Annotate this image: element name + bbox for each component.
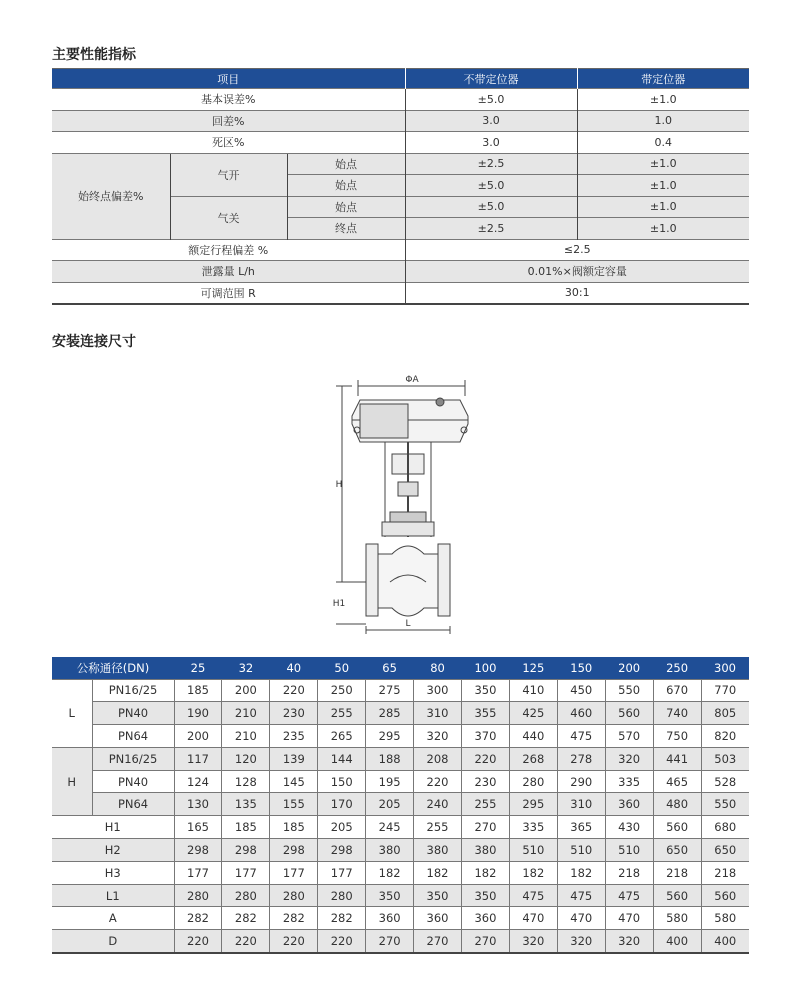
pressure-label: PN64 bbox=[92, 793, 174, 816]
cell-value: 235 bbox=[270, 725, 318, 748]
cell-value: 144 bbox=[318, 747, 366, 770]
cell-value: 255 bbox=[414, 816, 462, 839]
cell-value: 218 bbox=[653, 861, 701, 884]
header-dn-value: 125 bbox=[509, 657, 557, 679]
cell-value: 300 bbox=[414, 679, 462, 702]
cell-value: 528 bbox=[701, 770, 749, 793]
row-label: H3 bbox=[52, 861, 174, 884]
cell-value: 200 bbox=[174, 725, 222, 748]
table-header-row bbox=[52, 69, 749, 89]
cell-value: 205 bbox=[366, 793, 414, 816]
cell-value: ≤2.5 bbox=[405, 239, 749, 261]
table-row bbox=[52, 239, 749, 261]
cell-value: 182 bbox=[557, 861, 605, 884]
cell-value: 820 bbox=[701, 725, 749, 748]
cell-value: 3.0 bbox=[405, 110, 577, 132]
cell-value: 360 bbox=[605, 793, 653, 816]
table-row bbox=[52, 153, 749, 175]
cell-value: 670 bbox=[653, 679, 701, 702]
dim-label-phi-a: ΦA bbox=[405, 375, 419, 385]
cell-value: 465 bbox=[653, 770, 701, 793]
cell-value: 298 bbox=[318, 839, 366, 862]
performance-table bbox=[52, 68, 749, 305]
cell-value: 220 bbox=[270, 930, 318, 953]
cell-value: 280 bbox=[509, 770, 557, 793]
cell-value: 255 bbox=[318, 702, 366, 725]
row-label: D bbox=[52, 930, 174, 953]
cell-value: 139 bbox=[270, 747, 318, 770]
cell-value: 150 bbox=[318, 770, 366, 793]
cell-value: 475 bbox=[509, 884, 557, 907]
cell-value: 298 bbox=[174, 839, 222, 862]
cell-value: 0.01%×阀额定容量 bbox=[405, 261, 749, 283]
cell-value: 360 bbox=[414, 907, 462, 930]
cell-value: 470 bbox=[605, 907, 653, 930]
cell-value: 740 bbox=[653, 702, 701, 725]
cell-value: 560 bbox=[701, 884, 749, 907]
table-row bbox=[52, 770, 749, 793]
pressure-label: PN16/25 bbox=[92, 679, 174, 702]
cell-value: 475 bbox=[557, 725, 605, 748]
cell-value: 510 bbox=[605, 839, 653, 862]
cell-value: 155 bbox=[270, 793, 318, 816]
cell-value: 278 bbox=[557, 747, 605, 770]
cell-value: 185 bbox=[174, 679, 222, 702]
cell-value: 220 bbox=[270, 679, 318, 702]
cell-value: 280 bbox=[174, 884, 222, 907]
row-label: L1 bbox=[52, 884, 174, 907]
point-label: 终点 bbox=[287, 218, 405, 240]
cell-value: 130 bbox=[174, 793, 222, 816]
cell-value: 210 bbox=[222, 725, 270, 748]
cell-value: 200 bbox=[222, 679, 270, 702]
cell-value: 560 bbox=[653, 884, 701, 907]
cell-value: 268 bbox=[509, 747, 557, 770]
cell-value: 124 bbox=[174, 770, 222, 793]
cell-value: 290 bbox=[557, 770, 605, 793]
cell-value: 195 bbox=[366, 770, 414, 793]
cell-value: 430 bbox=[605, 816, 653, 839]
cell-value: 650 bbox=[653, 839, 701, 862]
table-row bbox=[52, 725, 749, 748]
cell-value: 580 bbox=[653, 907, 701, 930]
cell-value: 295 bbox=[366, 725, 414, 748]
table-row bbox=[52, 679, 749, 702]
header-dn-value: 100 bbox=[461, 657, 509, 679]
header-dn-value: 50 bbox=[318, 657, 366, 679]
cell-value: 280 bbox=[222, 884, 270, 907]
cell-value: 0.4 bbox=[577, 132, 749, 154]
header-dn-value: 80 bbox=[414, 657, 462, 679]
cell-value: 550 bbox=[701, 793, 749, 816]
pressure-label: PN40 bbox=[92, 702, 174, 725]
table-row bbox=[52, 132, 749, 154]
dim-label-l: L bbox=[405, 619, 411, 629]
table-row bbox=[52, 110, 749, 132]
table-row bbox=[52, 861, 749, 884]
cell-value: 210 bbox=[222, 702, 270, 725]
cell-value: ±5.0 bbox=[405, 196, 577, 218]
cell-value: 270 bbox=[461, 816, 509, 839]
table-row bbox=[52, 747, 749, 770]
cell-value: 30:1 bbox=[405, 282, 749, 304]
cell-value: 177 bbox=[222, 861, 270, 884]
section-title-performance: 主要性能指标 bbox=[52, 47, 136, 63]
cell-value: ±5.0 bbox=[405, 89, 577, 111]
cell-value: ±1.0 bbox=[577, 218, 749, 240]
cell-value: 282 bbox=[174, 907, 222, 930]
header-dn-value: 32 bbox=[222, 657, 270, 679]
row-label: 始终点偏差% bbox=[52, 153, 170, 239]
pressure-label: PN16/25 bbox=[92, 747, 174, 770]
cell-value: ±1.0 bbox=[577, 89, 749, 111]
cell-value: 120 bbox=[222, 747, 270, 770]
point-label: 始点 bbox=[287, 153, 405, 175]
cell-value: 280 bbox=[318, 884, 366, 907]
cell-value: 320 bbox=[414, 725, 462, 748]
cell-value: 270 bbox=[366, 930, 414, 953]
cell-value: 177 bbox=[270, 861, 318, 884]
cell-value: 182 bbox=[366, 861, 414, 884]
cell-value: 335 bbox=[509, 816, 557, 839]
cell-value: 170 bbox=[318, 793, 366, 816]
table-row bbox=[52, 702, 749, 725]
table-row bbox=[52, 89, 749, 111]
cell-value: 255 bbox=[461, 793, 509, 816]
valve-drawing bbox=[330, 372, 480, 634]
cell-value: 320 bbox=[605, 930, 653, 953]
cell-value: ±1.0 bbox=[577, 153, 749, 175]
header-dn-value: 40 bbox=[270, 657, 318, 679]
cell-value: 355 bbox=[461, 702, 509, 725]
header-dn-value: 150 bbox=[557, 657, 605, 679]
cell-value: 230 bbox=[270, 702, 318, 725]
cell-value: 190 bbox=[174, 702, 222, 725]
row-label: H2 bbox=[52, 839, 174, 862]
cell-value: 285 bbox=[366, 702, 414, 725]
header-with-positioner: 带定位器 bbox=[577, 69, 749, 89]
cell-value: 250 bbox=[318, 679, 366, 702]
cell-value: ±1.0 bbox=[577, 196, 749, 218]
cell-value: 182 bbox=[414, 861, 462, 884]
cell-value: 450 bbox=[557, 679, 605, 702]
cell-value: 310 bbox=[414, 702, 462, 725]
cell-value: 440 bbox=[509, 725, 557, 748]
cell-value: 560 bbox=[605, 702, 653, 725]
cell-value: 380 bbox=[366, 839, 414, 862]
cell-value: 220 bbox=[174, 930, 222, 953]
group-label: L bbox=[52, 679, 92, 747]
cell-value: 240 bbox=[414, 793, 462, 816]
cell-value: 177 bbox=[174, 861, 222, 884]
cell-value: ±1.0 bbox=[577, 175, 749, 197]
cell-value: 650 bbox=[701, 839, 749, 862]
table-row bbox=[52, 282, 749, 304]
cell-value: 245 bbox=[366, 816, 414, 839]
cell-value: 282 bbox=[222, 907, 270, 930]
cell-value: 145 bbox=[270, 770, 318, 793]
cell-value: ±2.5 bbox=[405, 218, 577, 240]
cell-value: 365 bbox=[557, 816, 605, 839]
cell-value: 275 bbox=[366, 679, 414, 702]
cell-value: 370 bbox=[461, 725, 509, 748]
cell-value: 230 bbox=[461, 770, 509, 793]
cell-value: 360 bbox=[461, 907, 509, 930]
table-row bbox=[52, 907, 749, 930]
cell-value: 218 bbox=[605, 861, 653, 884]
cell-value: 680 bbox=[701, 816, 749, 839]
cell-value: 270 bbox=[461, 930, 509, 953]
cell-value: 218 bbox=[701, 861, 749, 884]
cell-value: 188 bbox=[366, 747, 414, 770]
cell-value: 265 bbox=[318, 725, 366, 748]
row-label: H1 bbox=[52, 816, 174, 839]
cell-value: 117 bbox=[174, 747, 222, 770]
cell-value: 182 bbox=[509, 861, 557, 884]
cell-value: 580 bbox=[701, 907, 749, 930]
cell-value: 185 bbox=[222, 816, 270, 839]
cell-value: ±2.5 bbox=[405, 153, 577, 175]
dim-label-h1: H1 bbox=[332, 599, 346, 609]
cell-value: 460 bbox=[557, 702, 605, 725]
cell-value: 320 bbox=[605, 747, 653, 770]
cell-value: 335 bbox=[605, 770, 653, 793]
cell-value: 282 bbox=[318, 907, 366, 930]
cell-value: 270 bbox=[414, 930, 462, 953]
cell-value: 3.0 bbox=[405, 132, 577, 154]
table-row bbox=[52, 793, 749, 816]
row-label: A bbox=[52, 907, 174, 930]
cell-value: 220 bbox=[222, 930, 270, 953]
cell-value: 470 bbox=[557, 907, 605, 930]
cell-value: 380 bbox=[461, 839, 509, 862]
point-label: 始点 bbox=[287, 196, 405, 218]
cell-value: 441 bbox=[653, 747, 701, 770]
table-row bbox=[52, 839, 749, 862]
cell-value: 135 bbox=[222, 793, 270, 816]
cell-value: 425 bbox=[509, 702, 557, 725]
row-label: 基本误差% bbox=[52, 89, 405, 111]
section-title-dimensions: 安装连接尺寸 bbox=[52, 334, 136, 350]
table-header-row bbox=[52, 657, 749, 679]
cell-value: 220 bbox=[461, 747, 509, 770]
cell-value: 350 bbox=[461, 884, 509, 907]
cell-value: 295 bbox=[509, 793, 557, 816]
cell-value: ±5.0 bbox=[405, 175, 577, 197]
row-label: 泄露量 L/h bbox=[52, 261, 405, 283]
cell-value: 350 bbox=[366, 884, 414, 907]
dim-label-h: H bbox=[335, 480, 343, 490]
header-item: 项目 bbox=[52, 69, 405, 89]
cell-value: 475 bbox=[605, 884, 653, 907]
header-no-positioner: 不带定位器 bbox=[405, 69, 577, 89]
row-label: 死区% bbox=[52, 132, 405, 154]
cell-value: 550 bbox=[605, 679, 653, 702]
cell-value: 470 bbox=[509, 907, 557, 930]
cell-value: 182 bbox=[461, 861, 509, 884]
cell-value: 220 bbox=[414, 770, 462, 793]
row-label: 额定行程偏差 % bbox=[52, 239, 405, 261]
cell-value: 400 bbox=[653, 930, 701, 953]
sub-label-air-close: 气关 bbox=[170, 196, 287, 239]
cell-value: 298 bbox=[270, 839, 318, 862]
row-label: 回差% bbox=[52, 110, 405, 132]
header-dn-value: 200 bbox=[605, 657, 653, 679]
cell-value: 510 bbox=[509, 839, 557, 862]
cell-value: 310 bbox=[557, 793, 605, 816]
cell-value: 400 bbox=[701, 930, 749, 953]
header-dn-value: 25 bbox=[174, 657, 222, 679]
dimensions-table bbox=[52, 657, 749, 954]
cell-value: 410 bbox=[509, 679, 557, 702]
cell-value: 185 bbox=[270, 816, 318, 839]
cell-value: 128 bbox=[222, 770, 270, 793]
cell-value: 360 bbox=[366, 907, 414, 930]
cell-value: 475 bbox=[557, 884, 605, 907]
cell-value: 1.0 bbox=[577, 110, 749, 132]
table-row bbox=[52, 930, 749, 953]
cell-value: 380 bbox=[414, 839, 462, 862]
cell-value: 220 bbox=[318, 930, 366, 953]
cell-value: 350 bbox=[461, 679, 509, 702]
table-row bbox=[52, 816, 749, 839]
cell-value: 320 bbox=[557, 930, 605, 953]
header-dn: 公称通径(DN) bbox=[52, 657, 174, 679]
cell-value: 205 bbox=[318, 816, 366, 839]
cell-value: 770 bbox=[701, 679, 749, 702]
cell-value: 165 bbox=[174, 816, 222, 839]
table-row bbox=[52, 261, 749, 283]
row-label: 可调范围 R bbox=[52, 282, 405, 304]
cell-value: 570 bbox=[605, 725, 653, 748]
group-label: H bbox=[52, 747, 92, 815]
cell-value: 350 bbox=[414, 884, 462, 907]
cell-value: 503 bbox=[701, 747, 749, 770]
cell-value: 805 bbox=[701, 702, 749, 725]
header-dn-value: 65 bbox=[366, 657, 414, 679]
cell-value: 282 bbox=[270, 907, 318, 930]
cell-value: 298 bbox=[222, 839, 270, 862]
cell-value: 510 bbox=[557, 839, 605, 862]
cell-value: 480 bbox=[653, 793, 701, 816]
header-dn-value: 250 bbox=[653, 657, 701, 679]
cell-value: 280 bbox=[270, 884, 318, 907]
cell-value: 560 bbox=[653, 816, 701, 839]
cell-value: 177 bbox=[318, 861, 366, 884]
pressure-label: PN40 bbox=[92, 770, 174, 793]
header-dn-value: 300 bbox=[701, 657, 749, 679]
cell-value: 320 bbox=[509, 930, 557, 953]
table-row bbox=[52, 884, 749, 907]
sub-label-air-open: 气开 bbox=[170, 153, 287, 196]
point-label: 始点 bbox=[287, 175, 405, 197]
pressure-label: PN64 bbox=[92, 725, 174, 748]
cell-value: 208 bbox=[414, 747, 462, 770]
cell-value: 750 bbox=[653, 725, 701, 748]
